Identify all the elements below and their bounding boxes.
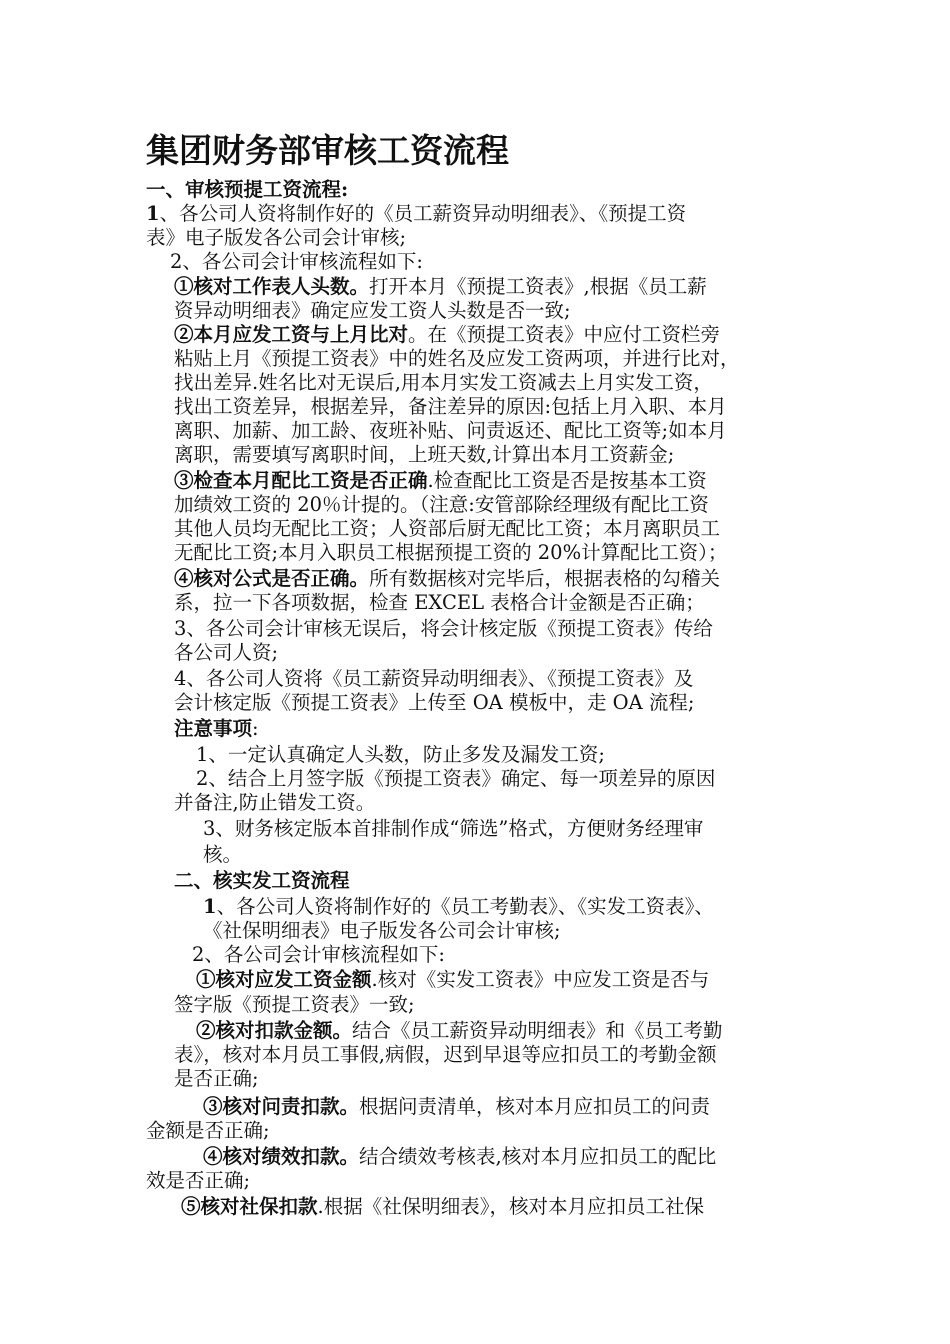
bold-text-run: ②核对扣款金额。 — [196, 1019, 353, 1042]
paragraph-line — [174, 1043, 716, 1067]
text-run: 系，拉一下各项数据，检查 EXCEL 表格合计金额是否正确； — [174, 591, 705, 614]
paragraph-line — [146, 1119, 270, 1143]
paragraph-line — [174, 869, 350, 893]
paragraph-line — [174, 791, 375, 815]
paragraph-line — [196, 767, 715, 791]
text-run: 其他人员均无配比工资；人资部后厨无配比工资；本月离职员工 — [174, 517, 721, 540]
text-run: 金额是否正确; — [146, 1119, 270, 1142]
text-run: 各公司人资; — [174, 641, 279, 664]
text-run: 找出差异.姓名比对无误后,用本月实发工资减去上月实发工资， — [174, 371, 713, 394]
paragraph-line — [203, 919, 561, 943]
text-run: 核。 — [203, 843, 243, 866]
text-run: 《社保明细表》电子版发各公司会计审核; — [203, 919, 561, 942]
paragraph-line — [203, 843, 242, 867]
paragraph-line — [196, 1019, 723, 1043]
paragraph-line — [196, 743, 605, 767]
paragraph-line — [174, 717, 259, 741]
paragraph-line — [174, 691, 695, 715]
paragraph-line — [174, 993, 415, 1017]
text-run: 签字版《预提工资表》一致; — [174, 993, 415, 1016]
paragraph-line — [174, 541, 727, 565]
text-run: 2、结合上月签字版《预提工资表》确定、每一项差异的原因 — [196, 767, 716, 790]
document-title: 集团财务部审核工资流程 — [146, 131, 509, 170]
paragraph-line — [192, 943, 445, 967]
text-run: 无配比工资;本月入职员工根据预提工资的 20%计算配比工资）； — [174, 541, 728, 564]
paragraph-line — [174, 617, 713, 641]
text-run: 并备注,防止错发工资。 — [174, 791, 376, 814]
bold-text-run: 1 — [146, 202, 160, 225]
bold-text-run: ⑤核对社保扣款 — [181, 1195, 318, 1218]
paragraph-line — [146, 1169, 250, 1193]
paragraph-line — [203, 895, 714, 919]
paragraph-line — [174, 641, 278, 665]
bold-text-run: ③检查本月配比工资是否正确 — [174, 469, 428, 492]
text-run: 2、各公司会计审核流程如下: — [170, 250, 423, 273]
bold-text-run: ①核对应发工资金额 — [196, 968, 372, 991]
text-run: 4、各公司人资将《员工薪资异动明细表》、《预提工资表》及 — [174, 667, 694, 690]
text-run: 、各公司人资将制作好的《员工薪资异动明细表》、《预提工资 — [159, 202, 687, 225]
bold-text-run: ④核对公式是否正确。 — [174, 567, 370, 590]
text-run: 2、各公司会计审核流程如下: — [192, 943, 445, 966]
paragraph-line — [174, 323, 720, 347]
bold-text-run: 一、审核预提工资流程: — [146, 178, 349, 201]
text-run: 结合绩效考核表,核对本月应扣员工的配比 — [359, 1145, 717, 1168]
text-run: .核对《实发工资表》中应发工资是否与 — [371, 968, 710, 991]
text-run: 是否正确; — [174, 1067, 259, 1090]
bold-text-run: 二、核实发工资流程 — [174, 869, 350, 892]
paragraph-line — [203, 1145, 716, 1169]
text-run: 会计核定版《预提工资表》上传至 OA 模板中，走 OA 流程; — [174, 691, 695, 714]
text-run: .检查配比工资是否是按基本工资 — [427, 469, 707, 492]
text-run: 资异动明细表》确定应发工资人头数是否一致; — [174, 299, 571, 322]
text-run: 3、财务核定版本首排制作成“筛选”格式，方便财务经理审 — [203, 817, 704, 840]
paragraph-line — [146, 202, 686, 226]
bold-text-run: 注意事项 — [174, 717, 253, 740]
paragraph-line — [181, 1195, 704, 1219]
text-run: 1、一定认真确定人头数，防止多发及漏发工资; — [196, 743, 605, 766]
text-run: 效是否正确; — [146, 1169, 251, 1192]
text-run: 3、各公司会计审核无误后，将会计核定版《预提工资表》传给 — [174, 617, 713, 640]
paragraph-line — [174, 493, 709, 517]
text-run: 粘贴上月《预提工资表》中的姓名及应发工资两项，并进行比对， — [174, 347, 740, 370]
bold-text-run: 1 — [203, 895, 217, 918]
paragraph-line — [174, 443, 674, 467]
paragraph-line — [174, 371, 713, 395]
paragraph-line — [174, 347, 740, 371]
text-run: 离职，需要填写离职时间，上班天数,计算出本月工资薪金; — [174, 443, 675, 466]
paragraph-line — [174, 275, 707, 299]
paragraph-line — [174, 419, 727, 443]
text-run: 表》电子版发各公司会计审核; — [146, 226, 407, 249]
bold-text-run: ③核对问责扣款。 — [203, 1095, 360, 1118]
bold-text-run: ①核对工作表人头数。 — [174, 275, 370, 298]
paragraph-line — [174, 299, 571, 323]
paragraph-line — [146, 226, 406, 250]
paragraph-line — [174, 591, 705, 615]
text-run: 加绩效工资的 20％计提的。（注意:安管部除经理级有配比工资 — [174, 493, 709, 516]
paragraph-line — [203, 1095, 710, 1119]
text-run: 根据问责清单，核对本月应扣员工的问责 — [359, 1095, 711, 1118]
paragraph-line — [174, 469, 707, 493]
paragraph-line — [174, 667, 693, 691]
text-run: 所有数据核对完毕后，根据表格的勾稽关 — [369, 567, 721, 590]
text-run: 、各公司人资将制作好的《员工考勤表》、《实发工资表》、 — [216, 895, 714, 918]
text-run: 打开本月《预提工资表》,根据《员工薪 — [369, 275, 707, 298]
paragraph-line — [196, 968, 709, 992]
paragraph-line — [174, 517, 720, 541]
text-run: 找出工资差异，根据差异，备注差异的原因:包括上月入职、本月 — [174, 395, 727, 418]
paragraph-line — [203, 817, 703, 841]
text-run: 。在《预提工资表》中应付工资栏旁 — [408, 323, 721, 346]
text-run: : — [252, 717, 259, 740]
paragraph-line — [174, 1067, 259, 1091]
paragraph-line — [174, 567, 720, 591]
bold-text-run: ④核对绩效扣款。 — [203, 1145, 360, 1168]
paragraph-line — [146, 178, 348, 202]
paragraph-line — [170, 250, 423, 274]
text-run: .根据《社保明细表》，核对本月应扣员工社保 — [317, 1195, 704, 1218]
text-run: 表》，核对本月员工事假,病假，迟到早退等应扣员工的考勤金额 — [174, 1043, 717, 1066]
paragraph-line — [174, 395, 727, 419]
text-run: 离职、加薪、加工龄、夜班补贴、问责返还、配比工资等;如本月 — [174, 419, 727, 442]
text-run: 结合《员工薪资异动明细表》和《员工考勤 — [352, 1019, 723, 1042]
bold-text-run: ②本月应发工资与上月比对 — [174, 323, 409, 346]
